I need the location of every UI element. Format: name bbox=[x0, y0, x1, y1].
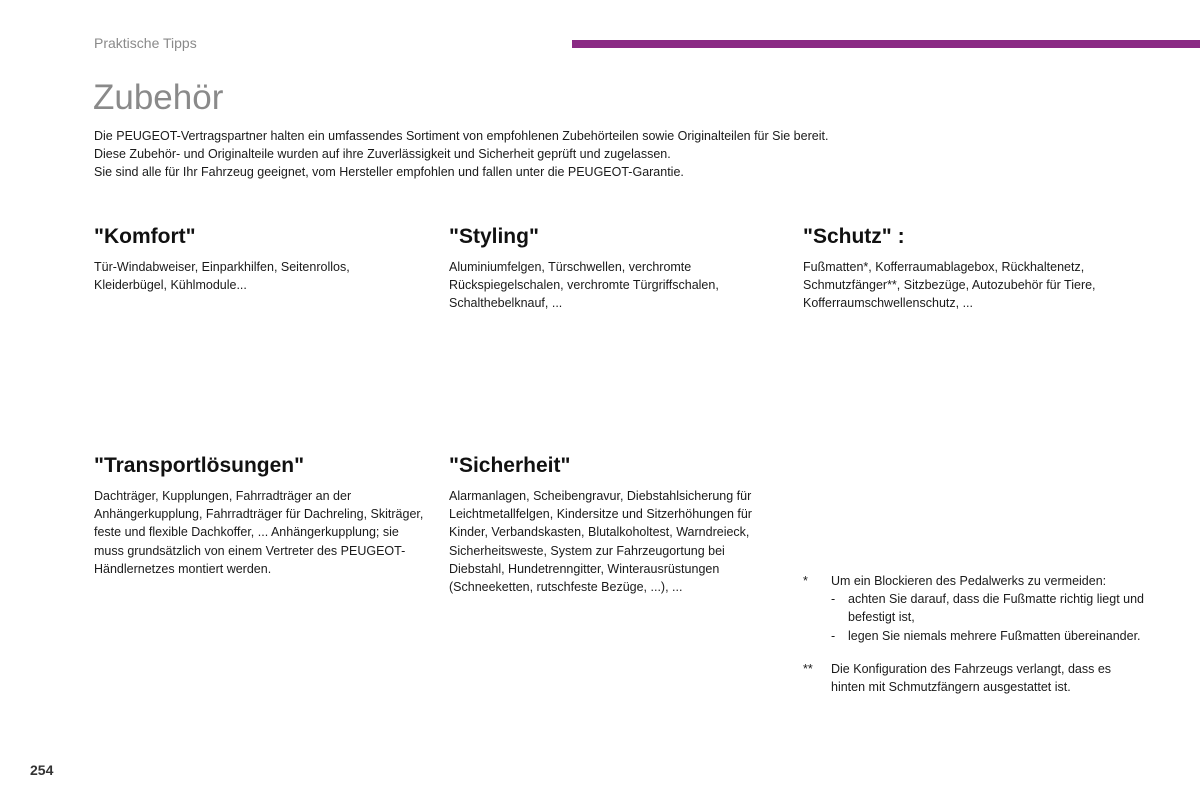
category-styling bbox=[449, 224, 784, 313]
category-transportloesungen bbox=[94, 453, 429, 578]
intro-text bbox=[94, 127, 1094, 181]
footnote-list-item bbox=[831, 590, 1148, 626]
section-label: Praktische Tipps bbox=[94, 35, 197, 51]
category-heading: "Styling" bbox=[449, 225, 539, 248]
footnote-list-item bbox=[831, 627, 1148, 645]
category-schutz bbox=[803, 224, 1138, 313]
intro-line: Sie sind alle für Ihr Fahrzeug geeignet, vom Hersteller empfohlen und fallen unter die PEUGEOT-Garantie. bbox=[94, 165, 684, 179]
intro-line: Die PEUGEOT-Vertragspartner halten ein umfassendes Sortiment von empfohlenen Zubehörteilen sowie Originalteilen für Sie bereit. bbox=[94, 129, 829, 143]
category-heading: "Schutz" : bbox=[803, 225, 905, 248]
category-komfort bbox=[94, 224, 429, 294]
category-text: Alarmanlagen, Scheibengravur, Diebstahlsicherung für Leichtmetallfelgen, Kindersitze und Sitzerhöhungen für Kinder, Verbandskasten, Blutalkoholtest, Warndreieck, Sicherheitsweste, System zur Fahrzeugortung bei Diebstahl, Hundetrenngitter, Winterausrüstungen (Schneeketten, rutschfeste Bezüge, ...), ... bbox=[449, 489, 752, 595]
header-accent-bar bbox=[572, 40, 1200, 48]
footnote-item-text: legen Sie niemals mehrere Fußmatten übereinander. bbox=[848, 628, 1141, 643]
category-sicherheit bbox=[449, 453, 784, 596]
footnote-text: Um ein Blockieren des Pedalwerks zu vermeiden: bbox=[831, 574, 1107, 588]
footnote-mark: * bbox=[803, 574, 808, 588]
footnote-pedal bbox=[803, 572, 1148, 645]
dash-bullet: - bbox=[831, 592, 836, 607]
category-heading: "Komfort" bbox=[94, 225, 196, 248]
footnote-mudflaps bbox=[803, 660, 1148, 696]
dash-bullet: - bbox=[831, 628, 836, 643]
category-text: Aluminiumfelgen, Türschwellen, verchromte Rückspiegelschalen, verchromte Türgriffschalen, Schalthebelknauf, ... bbox=[449, 260, 719, 311]
category-text: Dachträger, Kupplungen, Fahrradträger an der Anhängerkupplung, Fahrradträger für Dachreling, Skiträger, feste und flexible Dachkoffer, ... Anhängerkupplung; sie muss grundsätzlich von einem Vertreter des PEUGEOT-Händlernetzes montiert werden. bbox=[94, 489, 424, 576]
page-number: 254 bbox=[30, 762, 54, 778]
page-title: Zubehör bbox=[93, 78, 224, 117]
category-heading: "Sicherheit" bbox=[449, 454, 571, 477]
category-text: Tür-Windabweiser, Einparkhilfen, Seitenrollos, Kleiderbügel, Kühlmodule... bbox=[94, 260, 350, 293]
footnote-mark: ** bbox=[803, 661, 813, 676]
footnote-item-text: achten Sie darauf, dass die Fußmatte richtig liegt und befestigt ist, bbox=[848, 592, 1144, 625]
footnote-text: Die Konfiguration des Fahrzeugs verlangt, dass es hinten mit Schmutzfängern ausgestattet ist. bbox=[831, 661, 1112, 695]
footnotes bbox=[803, 572, 1148, 696]
category-heading: "Transportlösungen" bbox=[94, 454, 305, 477]
category-text: Fußmatten*, Kofferraumablagebox, Rückhaltenetz, Schmutzfänger**, Sitzbezüge, Autozubehör für Tiere, Kofferraumschwellenschutz, ... bbox=[803, 260, 1096, 311]
intro-line: Diese Zubehör- und Originalteile wurden auf ihre Zuverlässigkeit und Sicherheit geprüft und zugelassen. bbox=[94, 147, 671, 161]
